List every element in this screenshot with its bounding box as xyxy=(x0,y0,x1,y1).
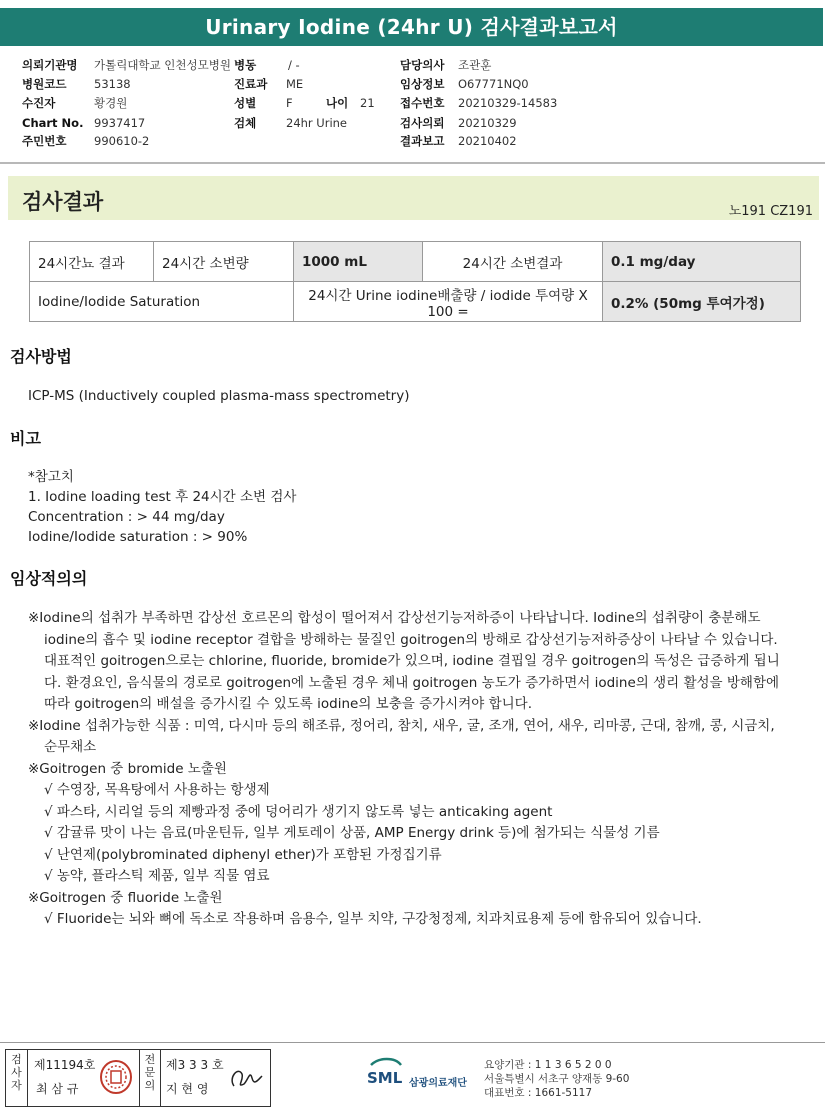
tester-license: 제11194호 xyxy=(34,1058,96,1072)
table-cell: 24시간 Urine iodine배출량 / iodide 투여량 X 100 = xyxy=(294,282,603,322)
results-section-header xyxy=(8,176,819,220)
clinical-paragraph: ※Goitrogen 중 bromide 노출원 xyxy=(28,760,227,777)
request-date-label: 검사의뢰 xyxy=(400,116,445,130)
resident-id-value: 990610-2 xyxy=(94,134,150,148)
org-address: 서울특별시 서초구 양재동 9-60 xyxy=(484,1073,630,1085)
table-cell: Iodine/Iodide Saturation xyxy=(30,282,294,322)
method-text: ICP-MS (Inductively coupled plasma-mass spectrometry) xyxy=(28,388,410,404)
remarks-title: 비고 xyxy=(10,429,41,448)
tester-name: 최 삼 규 xyxy=(36,1082,79,1096)
clinical-paragraph: 대표적인 goitrogen으로는 chlorine, fluoride, bromide가 있으며, iodine 결핍일 경우 goitrogen의 독성은 급증하게 됩니다. 환경요인, 음식물의 경로로 goitrogen에 노출된 경우 체내 goitrogen 농도가 증가하면서 iodine의 생리 활성을 방해함에 따라 goitrogen의 배설을 증가시킬 수 있도록 iodine의 보충을 증가시켜야 합니다. xyxy=(44,653,780,712)
specimen-label: 검체 xyxy=(234,116,257,130)
doctor-label: 담당의사 xyxy=(400,58,445,72)
reviewer-name: 지 현 영 xyxy=(166,1082,209,1096)
hospital-code-label: 병원코드 xyxy=(22,77,67,91)
signature-icon xyxy=(224,1060,266,1096)
receipt-value: 20210329-14583 xyxy=(458,96,558,110)
list-item: √ 파스타, 시리얼 등의 제빵과정 중에 덩어리가 생기지 않도록 넣는 anticaking agent xyxy=(44,803,553,820)
list-item: √ 난연제(polybrominated diphenyl ether)가 포함된 가정집기류 xyxy=(44,846,442,863)
specimen-value: 24hr Urine xyxy=(286,116,348,130)
org-logo-text: SML xyxy=(367,1069,403,1087)
footer-divider xyxy=(0,1042,825,1043)
clinical-body xyxy=(28,608,788,931)
test-code: 노191 CZ191 xyxy=(728,204,813,219)
sex-value: F xyxy=(286,96,293,110)
report-date-label: 결과보고 xyxy=(400,134,445,148)
ward-value: / - xyxy=(288,58,300,72)
list-item: √ Fluoride는 뇌와 뼈에 독소로 작용하며 음용수, 일부 치약, 구강청정제, 치과치료용제 등에 함유되어 있습니다. xyxy=(44,911,702,927)
doctor-value: 조관훈 xyxy=(458,58,492,72)
hospital-code-value: 53138 xyxy=(94,77,131,91)
sex-label: 성별 xyxy=(234,96,257,110)
age-label: 나이 xyxy=(326,96,349,110)
care-org-code: 요양기관 : 1 1 3 6 5 2 0 0 xyxy=(484,1059,612,1071)
organization-info xyxy=(484,1058,629,1100)
remarks-line: Concentration : > 44 mg/day xyxy=(28,509,225,525)
department-value: ME xyxy=(286,77,304,91)
clinical-title: 임상적의의 xyxy=(10,569,88,588)
institution-label: 의뢰기관명 xyxy=(22,58,78,72)
seal-icon xyxy=(98,1058,134,1096)
remarks-line: 1. Iodine loading test 후 24시간 소변 검사 xyxy=(28,489,297,505)
clinical-paragraph: ※Iodine 섭취가능한 식품 : 미역, 다시마 등의 해조류, 정어리, 참치, 새우, 굴, 조개, 연어, 새우, 리마콩, 근대, 참깨, 콩, 시금치, 순무채소 xyxy=(28,717,775,755)
table-cell: 24시간뇨 결과 xyxy=(30,242,154,282)
table-cell: 0.2% (50mg 투여가정) xyxy=(603,282,801,322)
header-divider xyxy=(0,162,825,164)
table-cell: 1000 mL xyxy=(294,242,423,282)
results-section-title: 검사결과 xyxy=(22,190,104,214)
patient-value: 황경원 xyxy=(94,96,128,110)
institution-value: 가톨릭대학교 인천성모병원 xyxy=(94,58,231,72)
resident-id-label: 주민번호 xyxy=(22,134,67,148)
tester-label: 검사자 xyxy=(6,1050,28,1106)
report-title: Urinary Iodine (24hr U) 검사결과보고서 xyxy=(0,8,823,46)
reviewer-license: 제3 3 3 호 xyxy=(166,1058,224,1072)
sml-logo xyxy=(365,1055,483,1099)
list-item: √ 감귤류 맛이 나는 음료(마운틴듀, 일부 게토레이 상품, AMP Energy drink 등)에 첨가되는 식물성 기름 xyxy=(44,825,660,841)
request-date-value: 20210329 xyxy=(458,116,517,130)
ward-label: 병동 xyxy=(234,58,257,72)
patient-label: 수진자 xyxy=(22,96,56,110)
list-item: √ 수영장, 목욕탕에서 사용하는 항생제 xyxy=(44,782,270,798)
results-table xyxy=(29,241,801,322)
method-title: 검사방법 xyxy=(10,347,72,366)
chart-no-label: Chart No. xyxy=(22,116,84,130)
clinical-info-value: O67771NQ0 xyxy=(458,77,529,91)
age-value: 21 xyxy=(360,96,375,110)
table-row xyxy=(30,242,801,282)
report-date-value: 20210402 xyxy=(458,134,517,148)
receipt-label: 접수번호 xyxy=(400,96,445,110)
org-name: 삼광의료재단 xyxy=(409,1078,467,1089)
reviewer-label: 전문의 xyxy=(139,1050,161,1106)
chart-no-value: 9937417 xyxy=(94,116,146,130)
table-cell: 0.1 mg/day xyxy=(603,242,801,282)
clinical-info-label: 임상정보 xyxy=(400,77,445,91)
remarks-line: Iodine/Iodide saturation : > 90% xyxy=(28,529,248,545)
clinical-paragraph: ※Goitrogen 중 fluoride 노출원 xyxy=(28,889,223,906)
table-cell: 24시간 소변량 xyxy=(154,242,294,282)
clinical-paragraph: ※Iodine의 섭취가 부족하면 갑상선 호르몬의 합성이 떨어져서 갑상선기능저하증이 나타납니다. Iodine의 섭취량이 충분해도 iodine의 흡수 및 iodine receptor 결합을 방해하는 물질인 goitrogen의 방해로 갑상선기능저하증상이 나타날 수 있습니다. xyxy=(28,610,778,648)
table-cell: 24시간 소변결과 xyxy=(423,242,603,282)
remarks-line: *참고치 xyxy=(28,469,74,485)
table-row xyxy=(30,282,801,322)
department-label: 진료과 xyxy=(234,77,268,91)
list-item: √ 농약, 플라스틱 제품, 일부 직물 염료 xyxy=(44,868,270,884)
org-phone: 대표번호 : 1661-5117 xyxy=(484,1087,593,1099)
signature-box xyxy=(5,1049,271,1107)
